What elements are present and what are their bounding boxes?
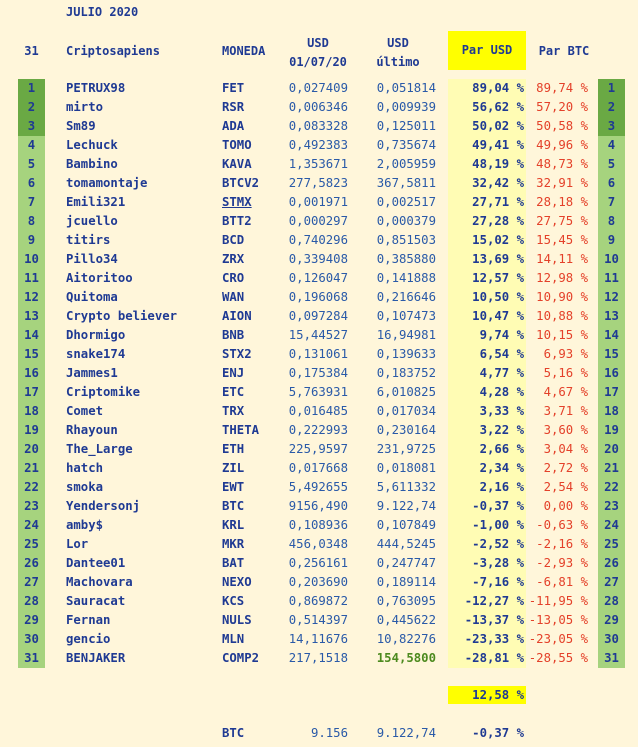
- usd-last-price: 0,851503: [376, 233, 436, 247]
- coin-symbol: BNB: [222, 328, 245, 342]
- rank-right: 17: [598, 383, 625, 402]
- rank-left: 10: [18, 250, 45, 269]
- rank-left: 15: [18, 345, 45, 364]
- usd-start-price: 217,1518: [288, 651, 348, 665]
- usd-start-price: 5,763931: [288, 385, 348, 399]
- usd-last-price: 10,82276: [376, 632, 436, 646]
- usd-last-price: 0,189114: [376, 575, 436, 589]
- par-usd-value: -13,37 %: [448, 611, 526, 630]
- participant-name: Rhayoun: [66, 423, 118, 437]
- par-btc-value: 6,93 %: [543, 347, 588, 361]
- participant-name: titirs: [66, 233, 111, 247]
- rank-left: 19: [18, 421, 45, 440]
- header-usd-start: [282, 34, 354, 72]
- rank-right: 11: [598, 269, 625, 288]
- rank-right: 29: [598, 611, 625, 630]
- usd-last-price: 0,230164: [376, 423, 436, 437]
- rank-left: 2: [18, 98, 45, 117]
- usd-last-price: 0,017034: [376, 404, 436, 418]
- par-usd-value: 9,74 %: [448, 326, 526, 345]
- par-usd-value: 3,22 %: [448, 421, 526, 440]
- par-btc-value: 28,18 %: [536, 195, 588, 209]
- rank-right: 13: [598, 307, 625, 326]
- usd-last-price: 0,000379: [376, 214, 436, 228]
- par-btc-value: -13,05 %: [528, 613, 588, 627]
- rank-left: 16: [18, 364, 45, 383]
- par-btc-value: -2,93 %: [536, 556, 588, 570]
- table-row: [0, 497, 638, 516]
- header-participant: Criptosapiens: [66, 44, 160, 58]
- rank-left: 21: [18, 459, 45, 478]
- table-row: [0, 79, 638, 98]
- table-row: [0, 307, 638, 326]
- participant-name: Sauracat: [66, 594, 126, 608]
- rank-right: 25: [598, 535, 625, 554]
- usd-start-price: 0,869872: [288, 594, 348, 608]
- table-row: [0, 535, 638, 554]
- usd-start-price: 14,11676: [288, 632, 348, 646]
- participant-name: gencio: [66, 632, 111, 646]
- coin-symbol: STMX: [222, 195, 252, 209]
- table-row: [0, 117, 638, 136]
- rank-right: 2: [598, 98, 625, 117]
- rank-left: 12: [18, 288, 45, 307]
- participant-name: Emili321: [66, 195, 126, 209]
- par-btc-value: 3,60 %: [543, 423, 588, 437]
- usd-last-price: 0,735674: [376, 138, 436, 152]
- participant-name: Sm89: [66, 119, 96, 133]
- usd-last-price: 16,94981: [376, 328, 436, 342]
- par-usd-value: 13,69 %: [448, 250, 526, 269]
- usd-start-price: 277,5823: [288, 176, 348, 190]
- table-row: [0, 155, 638, 174]
- table-row: [0, 326, 638, 345]
- usd-start-price: 456,0348: [288, 537, 348, 551]
- par-btc-value: 10,88 %: [536, 309, 588, 323]
- coin-symbol: ADA: [222, 119, 245, 133]
- coin-symbol: EWT: [222, 480, 245, 494]
- usd-last-price: 367,5811: [376, 176, 436, 190]
- par-usd-value: -28,81 %: [448, 649, 526, 668]
- par-btc-value: 49,96 %: [536, 138, 588, 152]
- par-btc-value: 5,16 %: [543, 366, 588, 380]
- table-row: [0, 345, 638, 364]
- coin-symbol: BAT: [222, 556, 245, 570]
- usd-last-price: 6,010825: [376, 385, 436, 399]
- par-btc-value: 15,45 %: [536, 233, 588, 247]
- usd-last-price: 0,107473: [376, 309, 436, 323]
- rank-right: 10: [598, 250, 625, 269]
- par-btc-value: -0,63 %: [536, 518, 588, 532]
- usd-start-price: 0,131061: [288, 347, 348, 361]
- participant-name: Machovara: [66, 575, 133, 589]
- rank-left: 23: [18, 497, 45, 516]
- rank-right: 21: [598, 459, 625, 478]
- usd-start-price: 0,492383: [288, 138, 348, 152]
- par-btc-value: 32,91 %: [536, 176, 588, 190]
- participant-name: hatch: [66, 461, 104, 475]
- par-usd-value: -3,28 %: [448, 554, 526, 573]
- par-btc-value: 10,90 %: [536, 290, 588, 304]
- par-btc-value: 57,20 %: [536, 100, 588, 114]
- rank-left: 7: [18, 193, 45, 212]
- coin-symbol: ZRX: [222, 252, 245, 266]
- participant-name: Dantee01: [66, 556, 126, 570]
- par-usd-value: 27,28 %: [448, 212, 526, 231]
- participant-name: The_Large: [66, 442, 133, 456]
- rank-left: 22: [18, 478, 45, 497]
- rank-right: 19: [598, 421, 625, 440]
- table-row: [0, 269, 638, 288]
- participant-name: Jammes1: [66, 366, 118, 380]
- rank-right: 3: [598, 117, 625, 136]
- usd-start-price: 225,9597: [288, 442, 348, 456]
- table-row: [0, 649, 638, 668]
- table-row: [0, 592, 638, 611]
- par-usd-value: 2,34 %: [448, 459, 526, 478]
- usd-start-price: 9156,490: [288, 499, 348, 513]
- rank-right: 6: [598, 174, 625, 193]
- rank-right: 22: [598, 478, 625, 497]
- usd-last-price: 9.122,74: [376, 499, 436, 513]
- participant-name: Comet: [66, 404, 104, 418]
- usd-start-price: 0,083328: [288, 119, 348, 133]
- par-usd-value: -23,33 %: [448, 630, 526, 649]
- btc-reference-label: BTC: [222, 726, 245, 740]
- participant-name: Fernan: [66, 613, 111, 627]
- rank-right: 20: [598, 440, 625, 459]
- rank-right: 30: [598, 630, 625, 649]
- usd-last-price: 0,051814: [376, 81, 436, 95]
- coin-symbol: ENJ: [222, 366, 245, 380]
- participant-name: snake174: [66, 347, 126, 361]
- usd-start-price: 0,108936: [288, 518, 348, 532]
- usd-last-price: 0,009939: [376, 100, 436, 114]
- par-btc-value: -11,95 %: [528, 594, 588, 608]
- coin-symbol: BTT2: [222, 214, 252, 228]
- coin-symbol: TRX: [222, 404, 245, 418]
- usd-last-price: 0,216646: [376, 290, 436, 304]
- coin-symbol: BTCV2: [222, 176, 260, 190]
- participant-name: Yendersonj: [66, 499, 141, 513]
- coin-symbol: ZIL: [222, 461, 245, 475]
- par-usd-value: 4,28 %: [448, 383, 526, 402]
- par-usd-value: 56,62 %: [448, 98, 526, 117]
- usd-start-price: 0,000297: [288, 214, 348, 228]
- participant-name: tomamontaje: [66, 176, 148, 190]
- table-row: [0, 364, 638, 383]
- header-par-btc: Par BTC: [538, 44, 590, 58]
- table-row: [0, 611, 638, 630]
- rank-left: 29: [18, 611, 45, 630]
- par-btc-value: 50,58 %: [536, 119, 588, 133]
- par-usd-value: -0,37 %: [448, 497, 526, 516]
- par-btc-value: 2,54 %: [543, 480, 588, 494]
- table-row: [0, 421, 638, 440]
- usd-start-price: 0,017668: [288, 461, 348, 475]
- participant-name: Lor: [66, 537, 89, 551]
- participant-name: Criptomike: [66, 385, 141, 399]
- participant-name: mirto: [66, 100, 104, 114]
- usd-last-price: 0,445622: [376, 613, 436, 627]
- rank-right: 31: [598, 649, 625, 668]
- par-btc-value: -23,05 %: [528, 632, 588, 646]
- usd-last-price: 0,385880: [376, 252, 436, 266]
- coin-symbol: BCD: [222, 233, 245, 247]
- header-usd-last-line1: USD: [387, 36, 409, 50]
- usd-last-price: 0,002517: [376, 195, 436, 209]
- usd-start-price: 0,126047: [288, 271, 348, 285]
- par-usd-value: 48,19 %: [448, 155, 526, 174]
- table-row: [0, 193, 638, 212]
- participant-name: jcuello: [66, 214, 118, 228]
- usd-last-price: 0,247747: [376, 556, 436, 570]
- coin-symbol: NEXO: [222, 575, 252, 589]
- table-row: [0, 516, 638, 535]
- participant-name: Crypto believer: [66, 309, 178, 323]
- usd-last-price: 0,763095: [376, 594, 436, 608]
- usd-start-price: 0,339408: [288, 252, 348, 266]
- participant-name: smoka: [66, 480, 104, 494]
- usd-start-price: 5,492655: [288, 480, 348, 494]
- par-usd-value: 6,54 %: [448, 345, 526, 364]
- rank-right: 23: [598, 497, 625, 516]
- table-row: [0, 231, 638, 250]
- coin-symbol: KAVA: [222, 157, 252, 171]
- usd-start-price: 0,222993: [288, 423, 348, 437]
- participant-name: Dhormigo: [66, 328, 126, 342]
- header-usd-last-line2: último: [376, 55, 420, 69]
- par-btc-value: 3,71 %: [543, 404, 588, 418]
- rank-left: 14: [18, 326, 45, 345]
- participant-name: amby$: [66, 518, 104, 532]
- ranking-table: [0, 79, 638, 668]
- rank-left: 9: [18, 231, 45, 250]
- rank-left: 26: [18, 554, 45, 573]
- rank-left: 13: [18, 307, 45, 326]
- table-row: [0, 250, 638, 269]
- table-row: [0, 554, 638, 573]
- par-btc-value: 27,75 %: [536, 214, 588, 228]
- rank-right: 18: [598, 402, 625, 421]
- rank-right: 7: [598, 193, 625, 212]
- par-usd-value: -7,16 %: [448, 573, 526, 592]
- rank-right: 5: [598, 155, 625, 174]
- usd-last-price: 2,005959: [376, 157, 436, 171]
- rank-right: 16: [598, 364, 625, 383]
- usd-last-price: 0,139633: [376, 347, 436, 361]
- coin-symbol: COMP2: [222, 651, 260, 665]
- coin-symbol: KRL: [222, 518, 245, 532]
- usd-start-price: 0,175384: [288, 366, 348, 380]
- par-btc-value: 14,11 %: [536, 252, 588, 266]
- par-btc-value: 3,04 %: [543, 442, 588, 456]
- par-btc-value: 2,72 %: [543, 461, 588, 475]
- header-usd-start-line2: 01/07/20: [289, 55, 347, 69]
- usd-last-price: 0,141888: [376, 271, 436, 285]
- coin-symbol: ETC: [222, 385, 245, 399]
- usd-start-price: 0,514397: [288, 613, 348, 627]
- rank-left: 5: [18, 155, 45, 174]
- table-row: [0, 212, 638, 231]
- rank-left: 20: [18, 440, 45, 459]
- par-btc-value: 4,67 %: [543, 385, 588, 399]
- usd-start-price: 0,006346: [288, 100, 348, 114]
- usd-start-price: 0,256161: [288, 556, 348, 570]
- participant-name: Pillo34: [66, 252, 118, 266]
- usd-start-price: 1,353671: [288, 157, 348, 171]
- rank-left: 3: [18, 117, 45, 136]
- par-btc-value: 48,73 %: [536, 157, 588, 171]
- par-btc-value: 10,15 %: [536, 328, 588, 342]
- coin-symbol: FET: [222, 81, 245, 95]
- usd-start-price: 0,027409: [288, 81, 348, 95]
- participant-name: Bambino: [66, 157, 118, 171]
- par-btc-value: 89,74 %: [536, 81, 588, 95]
- table-row: [0, 440, 638, 459]
- usd-start-price: 0,001971: [288, 195, 348, 209]
- month-title: JULIO 2020: [66, 5, 139, 19]
- coin-symbol: AION: [222, 309, 252, 323]
- par-btc-value: 0,00 %: [543, 499, 588, 513]
- rank-left: 8: [18, 212, 45, 231]
- par-usd-value: 10,47 %: [448, 307, 526, 326]
- rank-right: 8: [598, 212, 625, 231]
- par-usd-value: 15,02 %: [448, 231, 526, 250]
- par-usd-value: 2,16 %: [448, 478, 526, 497]
- header-usd-last: [368, 34, 428, 72]
- participant-name: Quitoma: [66, 290, 118, 304]
- rank-left: 6: [18, 174, 45, 193]
- usd-last-price: 0,125011: [376, 119, 436, 133]
- coin-symbol: NULS: [222, 613, 252, 627]
- table-row: [0, 478, 638, 497]
- rank-left: 17: [18, 383, 45, 402]
- par-usd-value: -2,52 %: [448, 535, 526, 554]
- usd-start-price: 0,016485: [288, 404, 348, 418]
- usd-start-price: 0,196068: [288, 290, 348, 304]
- usd-start-price: 0,203690: [288, 575, 348, 589]
- rank-right: 28: [598, 592, 625, 611]
- coin-symbol: WAN: [222, 290, 245, 304]
- rank-right: 27: [598, 573, 625, 592]
- par-usd-value: 2,66 %: [448, 440, 526, 459]
- usd-last-price: 231,9725: [376, 442, 436, 456]
- coin-symbol: MKR: [222, 537, 245, 551]
- usd-last-price: 5,611332: [376, 480, 436, 494]
- participant-name: Aitoritoo: [66, 271, 133, 285]
- par-usd-value: 10,50 %: [448, 288, 526, 307]
- btc-reference-par: -0,37 %: [472, 726, 524, 740]
- rank-right: 24: [598, 516, 625, 535]
- par-btc-value: -2,16 %: [536, 537, 588, 551]
- coin-symbol: CRO: [222, 271, 245, 285]
- usd-last-price: 0,018081: [376, 461, 436, 475]
- rank-right: 1: [598, 79, 625, 98]
- table-row: [0, 459, 638, 478]
- coin-symbol: RSR: [222, 100, 245, 114]
- participant-name: PETRUX98: [66, 81, 126, 95]
- total-par-usd: 12,58 %: [448, 686, 526, 704]
- header-count: 31: [24, 44, 39, 58]
- participant-name: BENJAKER: [66, 651, 126, 665]
- table-row: [0, 383, 638, 402]
- rank-left: 30: [18, 630, 45, 649]
- coin-symbol: MLN: [222, 632, 245, 646]
- btc-reference-usd-last: 9.122,74: [376, 726, 436, 740]
- rank-right: 26: [598, 554, 625, 573]
- table-row: [0, 402, 638, 421]
- participant-name: Lechuck: [66, 138, 118, 152]
- rank-left: 1: [18, 79, 45, 98]
- header-usd-start-line1: USD: [307, 36, 329, 50]
- usd-last-price: 0,107849: [376, 518, 436, 532]
- par-usd-value: 32,42 %: [448, 174, 526, 193]
- rank-left: 28: [18, 592, 45, 611]
- par-usd-value: 4,77 %: [448, 364, 526, 383]
- table-row: [0, 136, 638, 155]
- par-usd-value: 3,33 %: [448, 402, 526, 421]
- header-coin: MONEDA: [222, 44, 266, 58]
- par-btc-value: 12,98 %: [536, 271, 588, 285]
- rank-right: 14: [598, 326, 625, 345]
- rank-right: 4: [598, 136, 625, 155]
- table-row: [0, 288, 638, 307]
- rank-left: 27: [18, 573, 45, 592]
- par-btc-value: -6,81 %: [536, 575, 588, 589]
- par-btc-value: -28,55 %: [528, 651, 588, 665]
- coin-symbol: ETH: [222, 442, 245, 456]
- coin-symbol: BTC: [222, 499, 245, 513]
- usd-last-price: 154,5800: [376, 651, 436, 665]
- rank-left: 18: [18, 402, 45, 421]
- rank-right: 15: [598, 345, 625, 364]
- coin-symbol: TOMO: [222, 138, 252, 152]
- par-usd-value: -1,00 %: [448, 516, 526, 535]
- rank-left: 11: [18, 269, 45, 288]
- coin-symbol: STX2: [222, 347, 252, 361]
- table-row: [0, 174, 638, 193]
- rank-right: 12: [598, 288, 625, 307]
- usd-start-price: 15,44527: [288, 328, 348, 342]
- rank-left: 31: [18, 649, 45, 668]
- par-usd-value: 12,57 %: [448, 269, 526, 288]
- par-usd-value: 50,02 %: [448, 117, 526, 136]
- usd-last-price: 444,5245: [376, 537, 436, 551]
- rank-left: 25: [18, 535, 45, 554]
- table-row: [0, 573, 638, 592]
- coin-symbol: THETA: [222, 423, 260, 437]
- table-row: [0, 630, 638, 649]
- usd-start-price: 0,097284: [288, 309, 348, 323]
- rank-left: 4: [18, 136, 45, 155]
- par-usd-value: -12,27 %: [448, 592, 526, 611]
- usd-last-price: 0,183752: [376, 366, 436, 380]
- rank-right: 9: [598, 231, 625, 250]
- par-usd-value: 49,41 %: [448, 136, 526, 155]
- par-usd-value: 27,71 %: [448, 193, 526, 212]
- par-usd-value: 89,04 %: [448, 79, 526, 98]
- btc-reference-usd-start: 9.156: [310, 726, 348, 740]
- rank-left: 24: [18, 516, 45, 535]
- table-row: [0, 98, 638, 117]
- header-par-usd: Par USD: [448, 31, 526, 70]
- usd-start-price: 0,740296: [288, 233, 348, 247]
- coin-symbol: KCS: [222, 594, 245, 608]
